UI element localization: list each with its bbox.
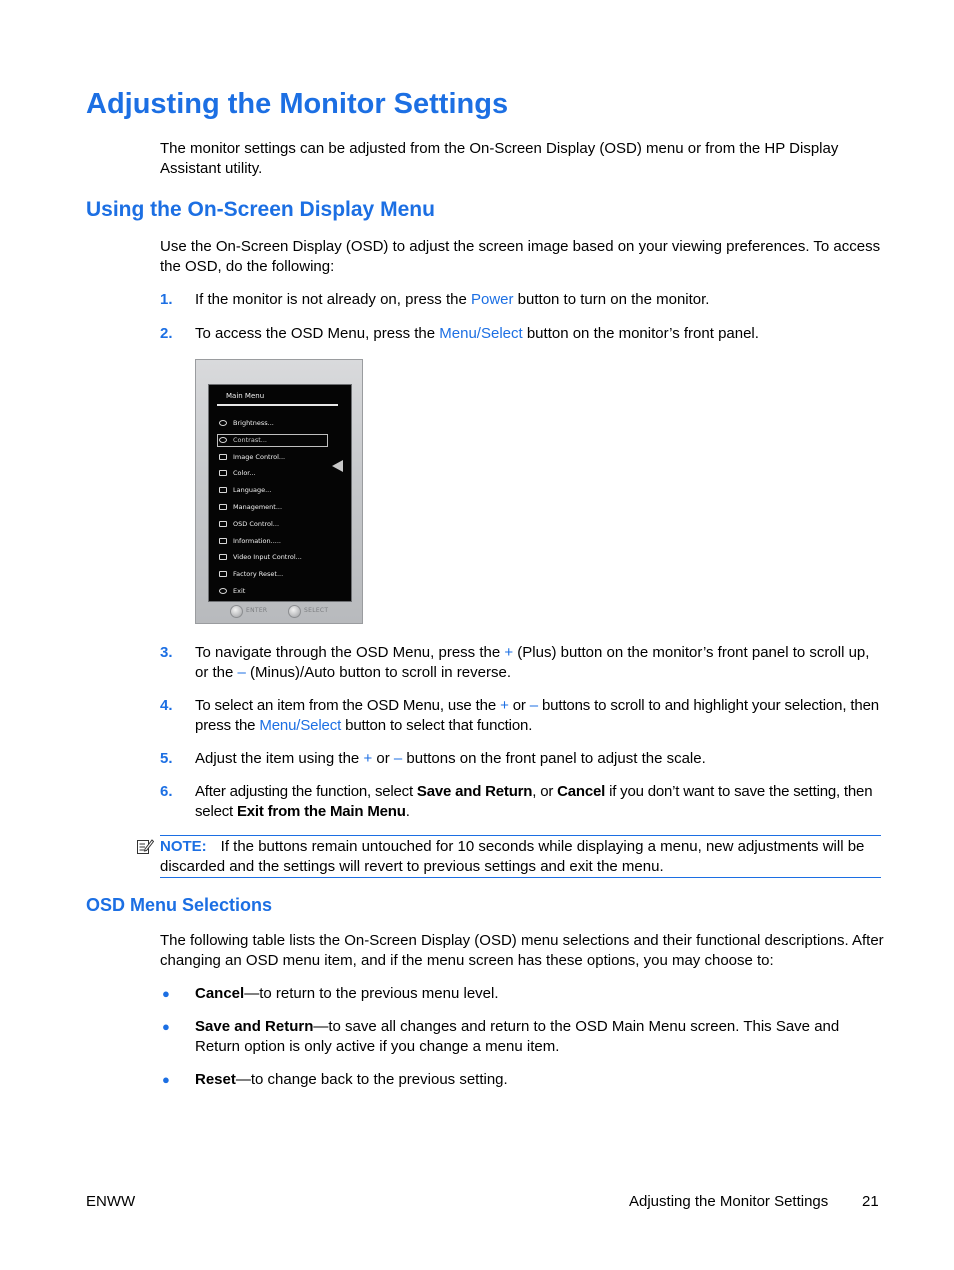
select-button-icon	[288, 605, 301, 618]
section-heading-osd-menu: Using the On-Screen Display Menu	[86, 198, 435, 221]
management-icon	[219, 504, 227, 510]
osd-item-color: Color...	[216, 465, 346, 482]
selection-arrow-icon	[332, 460, 343, 472]
bullet-icon: ●	[162, 986, 170, 1001]
osd-item-exit: Exit	[216, 583, 346, 600]
menu-select-ref: Menu/Select	[259, 716, 342, 734]
section-intro: Use the On-Screen Display (OSD) to adjust the screen image based on your viewing preferences. To access the OSD, do the following:	[160, 238, 881, 275]
language-icon	[219, 487, 227, 493]
section2-intro: The following table lists the On-Screen Display (OSD) menu selections and their functional descriptions. After changing an OSD menu item, and if the menu screen has these options, you may choose to:	[160, 932, 884, 969]
osd-item-osd-control: OSD Control...	[216, 516, 346, 533]
osd-item-contrast: Contrast...	[216, 432, 346, 449]
note-text: If the buttons remain untouched for 10 seconds while displaying a menu, new adjustments will be discarded and the settings will revert to previous settings and exit the menu.	[160, 838, 865, 875]
step-number: 1.	[160, 291, 173, 308]
note-box	[160, 835, 881, 878]
osd-item-brightness: Brightness...	[216, 415, 346, 432]
information-icon	[219, 538, 227, 544]
exit-icon	[219, 588, 227, 594]
image-control-icon	[219, 454, 227, 460]
bullet-icon: ●	[162, 1019, 170, 1034]
note-label: NOTE:	[160, 838, 207, 855]
factory-reset-icon	[219, 571, 227, 577]
footer-left: ENWW	[86, 1193, 136, 1210]
osd-item-management: Management...	[216, 499, 346, 516]
osd-item-factory-reset: Factory Reset...	[216, 566, 346, 583]
osd-menu-list	[216, 415, 346, 600]
osd-item-information: Information.....	[216, 533, 346, 550]
menu-select-ref: Menu/Select	[439, 325, 523, 342]
select-label: SELECT	[304, 607, 329, 614]
color-icon	[219, 470, 227, 476]
osd-control-icon	[219, 521, 227, 527]
enter-label: ENTER	[246, 607, 268, 614]
enter-button-icon	[230, 605, 243, 618]
step-number: 4.	[160, 697, 173, 714]
page-number: 21	[862, 1193, 879, 1210]
note-pencil-icon	[136, 837, 154, 855]
contrast-icon	[219, 437, 227, 443]
osd-item-image-control: Image Control...	[216, 449, 346, 466]
section-heading-osd-selections: OSD Menu Selections	[86, 895, 273, 915]
osd-item-language: Language...	[216, 482, 346, 499]
osd-monitor-image	[195, 359, 363, 624]
step-number: 2.	[160, 325, 173, 342]
bullet-icon: ●	[162, 1072, 170, 1087]
step-number: 6.	[160, 783, 173, 800]
step-number: 3.	[160, 644, 173, 661]
brightness-icon	[219, 420, 227, 426]
power-button-ref: Power	[470, 291, 514, 308]
page-title: Adjusting the Monitor Settings	[86, 88, 509, 120]
osd-title: Main Menu	[226, 392, 265, 400]
monitor-buttons	[230, 605, 340, 619]
intro-paragraph: The monitor settings can be adjusted from the On-Screen Display (OSD) menu or from the HP Display Assistant utility.	[160, 140, 839, 177]
step-number: 5.	[160, 750, 173, 767]
footer-title: Adjusting the Monitor Settings	[629, 1193, 829, 1210]
osd-divider	[217, 404, 338, 406]
osd-item-video-input: Video Input Control...	[216, 549, 346, 566]
video-input-icon	[219, 554, 227, 560]
osd-screen	[208, 384, 352, 602]
